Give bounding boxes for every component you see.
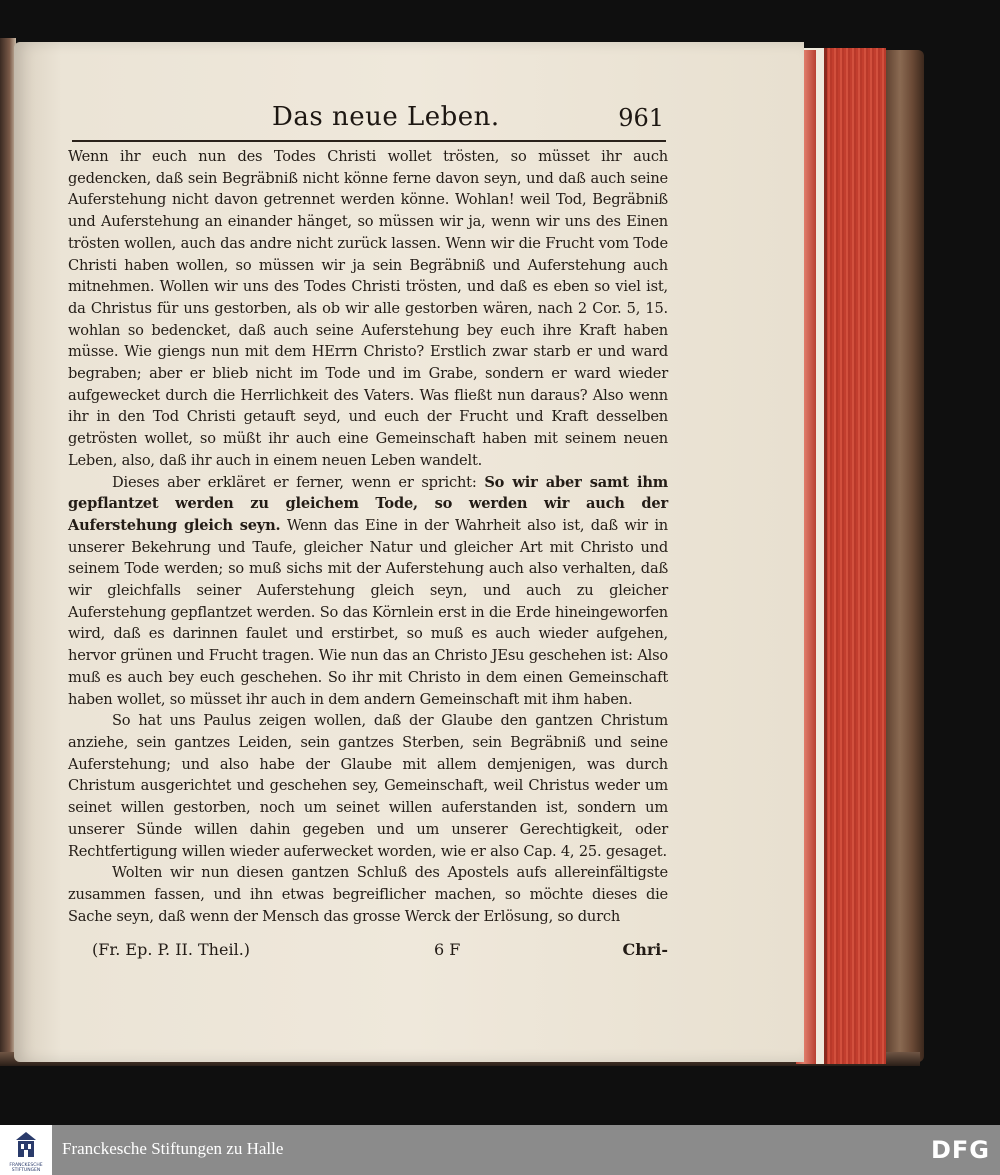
page-footer bbox=[92, 940, 668, 968]
logo-text: FRANCKESCHE STIFTUNGEN bbox=[9, 1163, 43, 1173]
paragraph-2-rest: Wenn das Eine in der Wahrheit also ist, daß wir in unserer Bekehrung und Taufe, gleicher Natur und gleicher Art mit Christo und seinem Tode werden; so muß sichs mit der Auferstehung auch also verhalten, daß wir gleichfalls seiner Auferstehung gleich seyn, und auch zu gleicher Auferstehung gepflantzet werden. So das Körnlein erst in die Erde hineingeworfen wird, daß es darinnen faulet und erstirbet, so muß es auch wieder aufgehen, hervor grünen und Frucht tragen. Wie nun das an Christo JEsu geschehen ist: Also muß es auch bey euch geschehen. So ihr mit Christo in dem einen Gemeinschaft haben wollet, so müsset ihr auch in dem andern Gemeinschaft mit ihm haben. bbox=[68, 516, 668, 708]
scripture-quote: So wir aber samt ihm gepflantzet werden zu gleichem Tode, so werden wir auch der Auferstehung gleich seyn. bbox=[68, 473, 668, 534]
signature-line: (Fr. Ep. P. II. Theil.) bbox=[92, 940, 251, 959]
page-header bbox=[72, 100, 664, 136]
institution-name[interactable]: Franckesche Stiftungen zu Halle bbox=[62, 1139, 284, 1158]
body-text bbox=[68, 146, 668, 927]
dfg-logo[interactable]: DFG bbox=[930, 1136, 990, 1164]
catchword: Chri- bbox=[622, 940, 668, 959]
building-icon bbox=[14, 1131, 38, 1161]
book-cover-right bbox=[884, 50, 924, 1062]
header-rule bbox=[72, 140, 666, 142]
signature-mark: 6 F bbox=[434, 940, 461, 959]
paragraph-4: Wolten wir nun diesen gantzen Schluß des Apostels aufs allereinfältigste zusammen fassen, und ihn etwas begreiflicher machen, so möchte dieses die Sache seyn, daß wenn der Mensch das grosse Werck der Erlösung, so durch bbox=[68, 864, 668, 925]
institution-logo[interactable] bbox=[0, 1125, 52, 1175]
page-edge-line bbox=[824, 48, 827, 1064]
paragraph-3: So hat uns Paulus zeigen wollen, daß der Glaube den gantzen Christum anziehe, sein gantzes Leiden, sein gantzes Sterben, sein Begräbniß und seine Auferstehung; und also habe der Glaube mit allem demjenigen, was durch Christum ausgerichtet und geschehen sey, Gemeinschaft, weil Christus weder um seinet willen gestorben, noch um seinet willen auferstanden ist, sondern um unserer Sünde willen dahin gegeben und um unserer Gerechtigkeit, oder Rechtfertigung willen wieder auferwecket worden, wie er also Cap. 4, 25. gesaget. bbox=[68, 712, 668, 860]
viewer-footer-bar bbox=[0, 1125, 1000, 1175]
page-number: 961 bbox=[618, 104, 664, 132]
running-title: Das neue Leben. bbox=[272, 102, 500, 132]
paragraph-2-intro: Dieses aber erkläret er ferner, wenn er spricht: bbox=[112, 473, 477, 491]
paragraph-2 bbox=[68, 472, 668, 711]
paragraph-1: Wenn ihr euch nun des Todes Christi wollet trösten, so müsset ihr auch gedencken, daß sein Begräbniß nicht könne ferne davon seyn, und daß auch seine Auferstehung nicht davon getrennet werden könne. Wohlan! weil Tod, Begräbniß und Auferstehung an einander hänget, so müssen wir ja, wenn wir uns des Einen trösten wollen, auch das andre nicht zurück lassen. Wenn wir die Frucht vom Tode Christi haben wollen, so müssen wir ja sein Begräbniß und Auferstehung auch mitnehmen. Wollen wir uns des Todes Christi trösten, und daß es eben so viel ist, da Christus für uns gestorben, als ob wir alle gestorben wären, nach 2 Cor. 5, 15. wohlan so bedencket, daß auch seine Auferstehung bey euch ihre Kraft haben müsse. Wie giengs nun mit dem HErrn Christo? Erstlich zwar starb er und ward begraben; aber er blieb nicht im Tode und im Grabe, sondern er ward wieder aufgewecket durch die Herrlichkeit des Vaters. Was fließt nun daraus? Also wenn ihr in den Tod Christi getauft seyd, und euch der Frucht und Kraft desselben getrösten wollet, so müßt ihr auch eine Gemeinschaft haben mit seinem neuen Leben, also, daß ihr auch in einem neuen Leben wandelt. bbox=[68, 148, 668, 469]
red-page-edge-outer bbox=[826, 48, 886, 1064]
